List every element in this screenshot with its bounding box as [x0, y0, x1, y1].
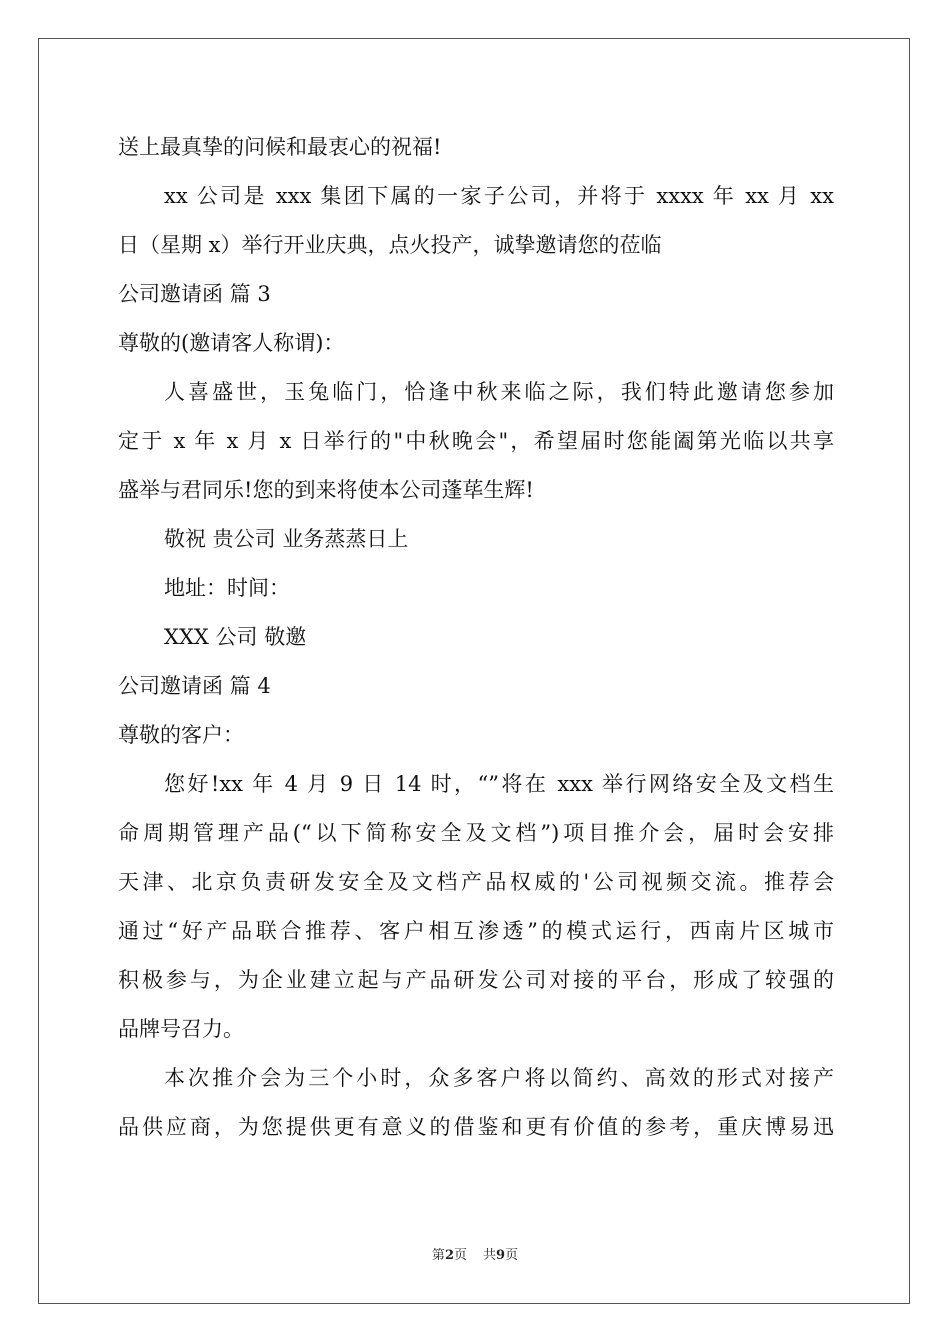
text-line: 人喜盛世，玉兔临门，恰逢中秋来临之际，我们特此邀请您参加 — [164, 380, 834, 404]
text-line: 命周期管理产品(“以下简称安全及文档”)项目推介会，届时会安排 — [118, 821, 834, 845]
closing-wish: 敬祝 贵公司 业务蒸蒸日上 — [164, 527, 409, 551]
section-heading: 公司邀请函 篇 4 — [118, 674, 271, 698]
text-line: 天津、北京负责研发安全及文档产品权威的'公司视频交流。推荐会 — [118, 870, 834, 894]
salutation: 尊敬的(邀请客人称谓)： — [118, 331, 345, 355]
salutation: 尊敬的客户： — [118, 723, 244, 747]
text-line: 日（星期 x）举行开业庆典，点火投产，诚挚邀请您的莅临 — [118, 233, 662, 257]
signature: XXX 公司 敬邀 — [164, 625, 307, 649]
page-current: 2 — [444, 1248, 454, 1263]
text-line: xx 公司是 xxx 集团下属的一家子公司，并将于 xxxx 年 xx 月 xx — [164, 184, 834, 208]
page-total: 9 — [496, 1248, 506, 1263]
text-line: 送上最真挚的问候和最衷心的祝福! — [118, 135, 442, 159]
total-suffix: 页 — [505, 1248, 519, 1263]
text-line: 本次推介会为三个小时，众多客户将以简约、高效的形式对接产 — [164, 1066, 834, 1090]
text-line: 品牌号召力。 — [118, 1017, 244, 1041]
total-prefix: 共 — [483, 1248, 497, 1263]
page-footer — [0, 1246, 950, 1266]
text-line: 定于 x 年 x 月 x 日举行的"中秋晚会"，希望届时您能阖第光临以共享 — [118, 429, 834, 453]
text-line: 盛举与君同乐!您的到来将使本公司蓬荜生辉! — [118, 478, 534, 502]
text-line: 积极参与，为企业建立起与产品研发公司对接的平台，形成了较强的 — [118, 968, 834, 992]
text-line: 通过“好产品联合推荐、客户相互渗透”的模式运行，西南片区城市 — [118, 919, 834, 943]
document-body — [118, 127, 834, 1156]
page-suffix: 页 — [453, 1248, 467, 1263]
text-line: 品供应商，为您提供更有意义的借鉴和更有价值的参考，重庆博易迅 — [118, 1115, 834, 1139]
section-heading: 公司邀请函 篇 3 — [118, 282, 271, 306]
address-time: 地址：时间： — [164, 576, 290, 600]
page-prefix: 第 — [431, 1248, 445, 1263]
text-line: 您好!xx 年 4 月 9 日 14 时，“”将在 xxx 举行网络安全及文档生 — [164, 772, 834, 796]
